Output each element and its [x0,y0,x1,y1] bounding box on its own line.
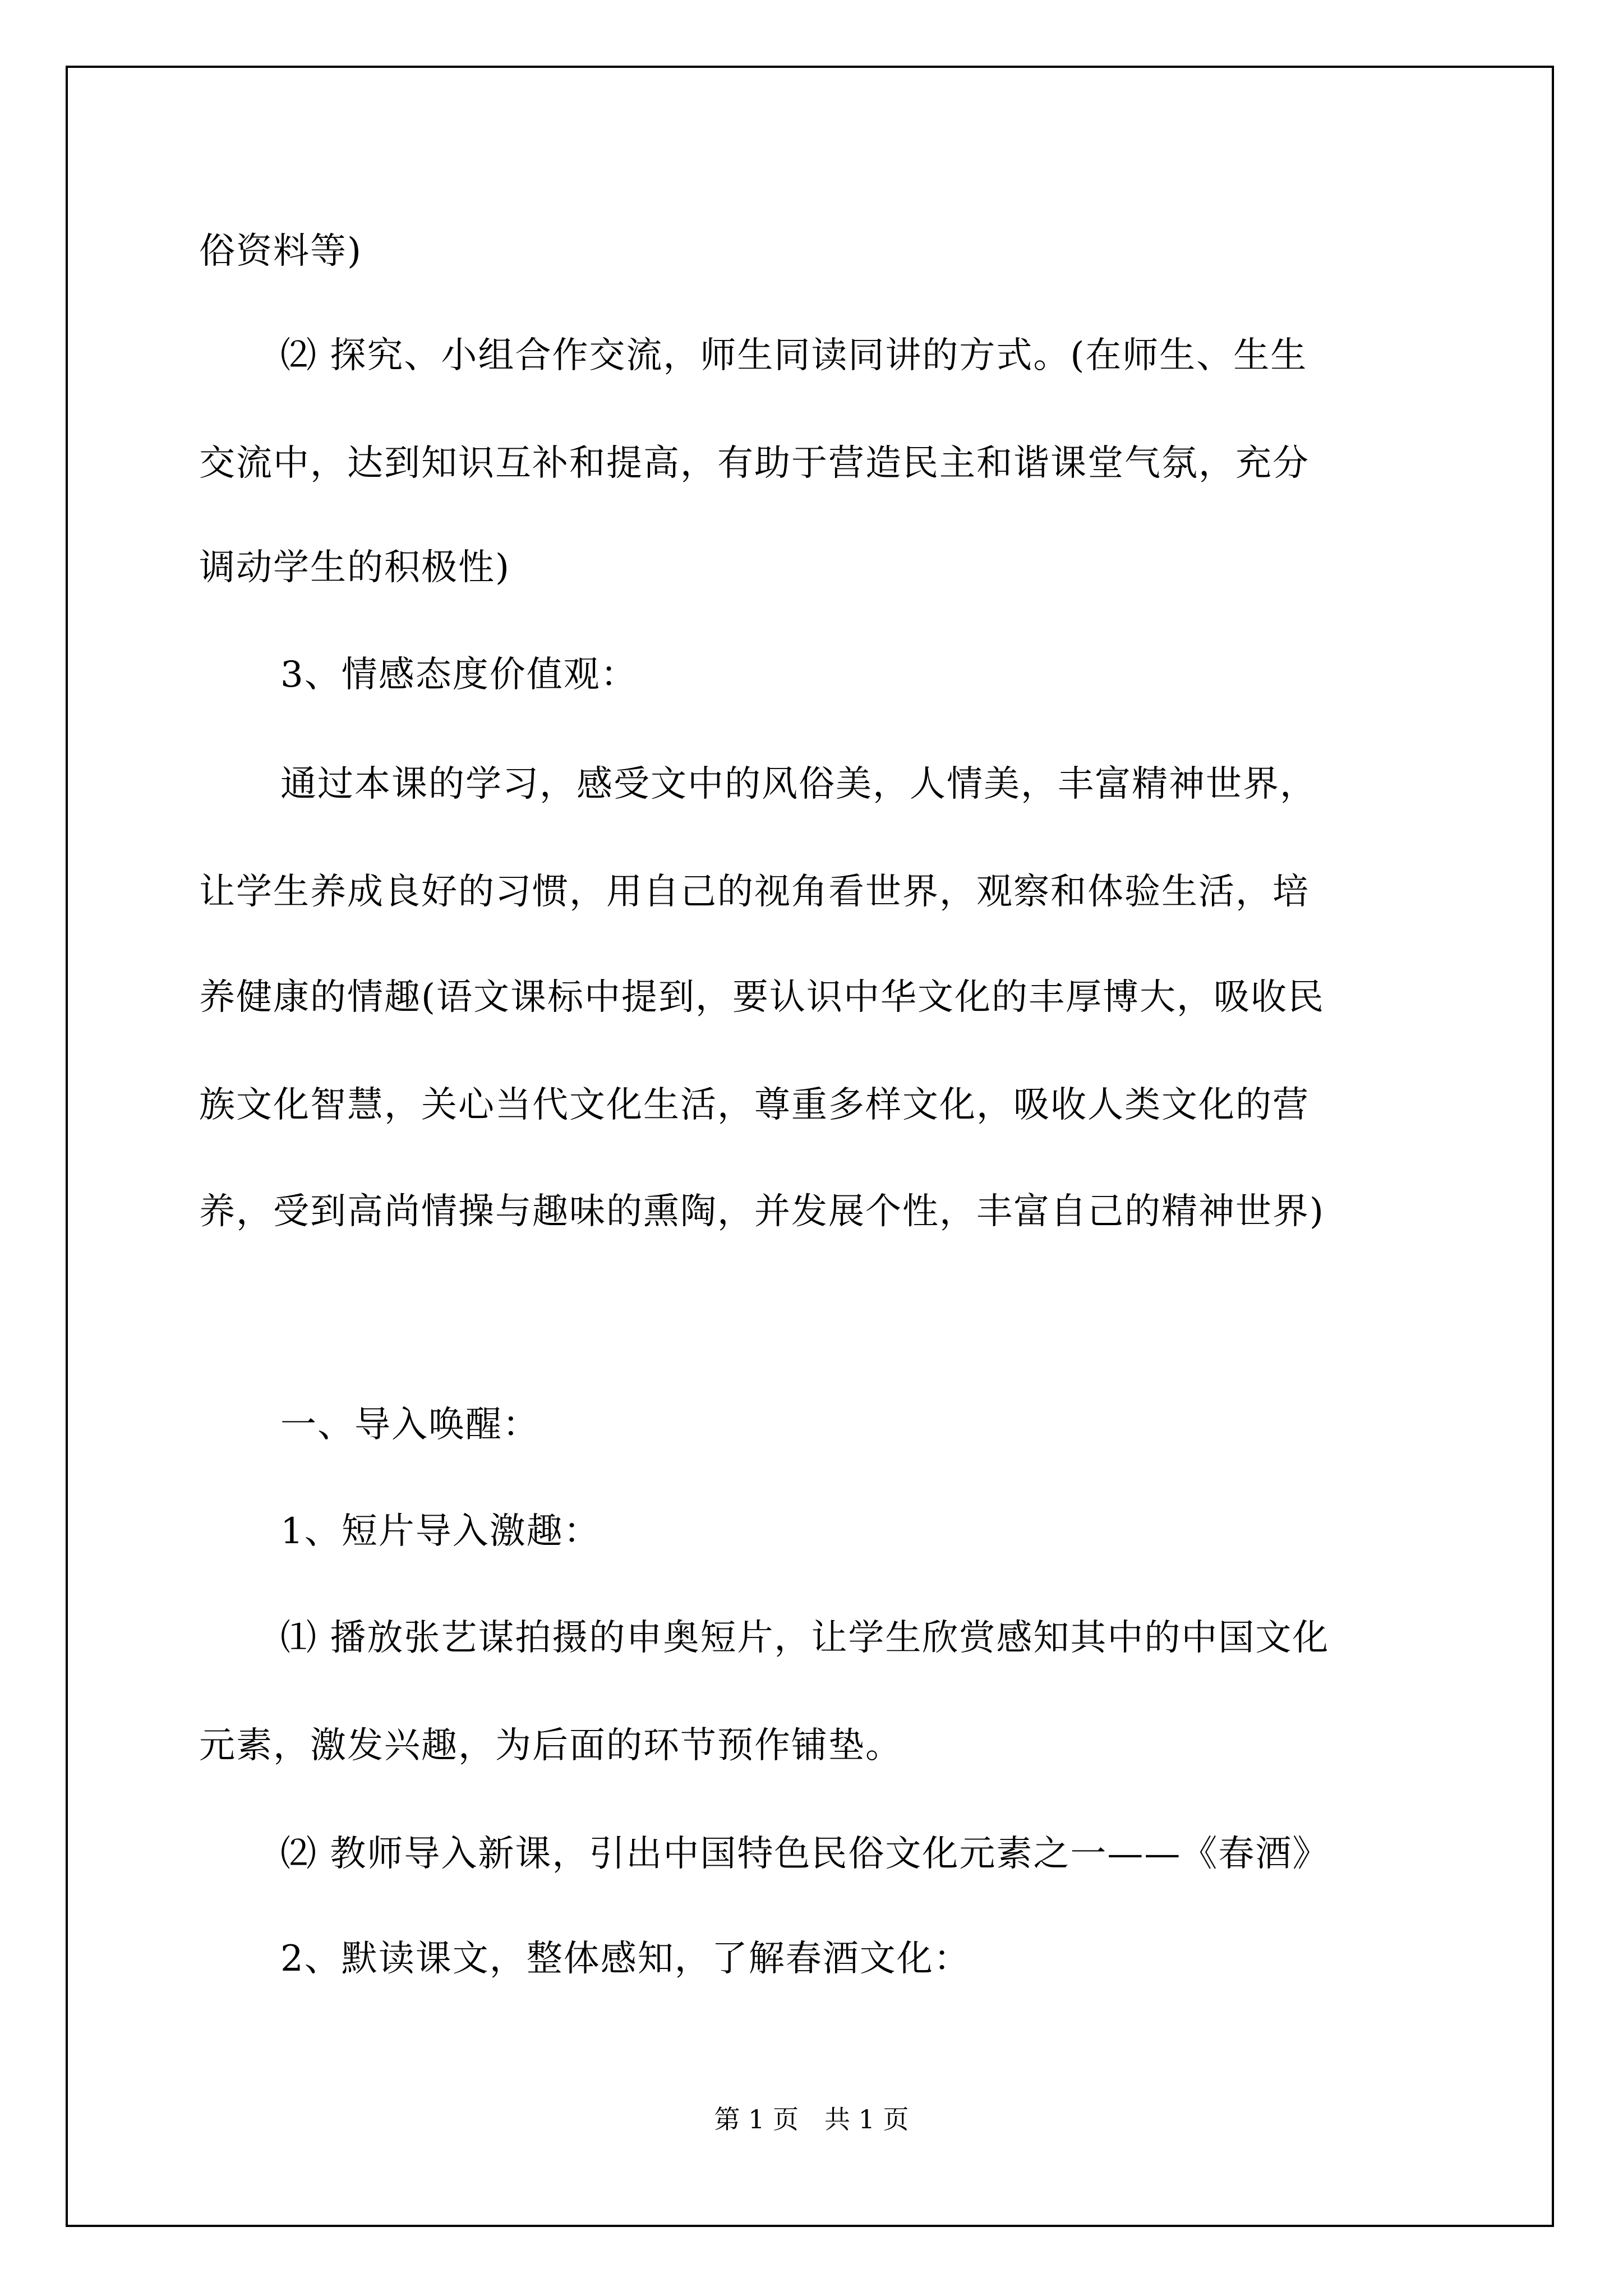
text-line: 养健康的情趣(语文课标中提到，要认识中华文化的丰厚博大，吸收民 [199,977,1325,1018]
text-line: 通过本课的学习，感受文中的风俗美，人情美，丰富精神世界， [280,763,1317,805]
text-line: 交流中，达到知识互补和提高，有助于营造民主和谐课堂气氛，充分 [199,443,1310,484]
text-line: 族文化智慧，关心当代文化生活，尊重多样文化，吸收人类文化的营 [199,1084,1310,1126]
section-heading: 一、导入唤醒： [280,1404,540,1446]
page-footer: 第 1 页 共 1 页 [714,2104,909,2134]
page-border [66,66,1554,2227]
text-line: 俗资料等) [199,231,362,272]
text-line: 调动学生的积极性) [199,547,510,588]
text-line: 3、情感态度价值观： [280,654,638,696]
text-line: 让学生养成良好的习惯，用自己的视角看世界，观察和体验生活，培 [199,871,1310,913]
text-line: ⑵ 教师导入新课，引出中国特色民俗文化元素之一——《春酒》 [280,1833,1330,1875]
text-line: 1、短片导入激趣： [280,1511,601,1552]
text-line: ⑵ 探究、小组合作交流，师生同读同讲的方式。(在师生、生生 [280,335,1308,376]
text-line: 元素，激发兴趣，为后面的环节预作铺垫。 [199,1725,902,1766]
text-line: 养，受到高尚情操与趣味的熏陶，并发展个性，丰富自己的精神世界) [199,1191,1325,1232]
text-line: ⑴ 播放张艺谋拍摄的申奥短片，让学生欣赏感知其中的中国文化 [280,1617,1330,1659]
text-line: 2、默读课文，整体感知，了解春酒文化： [280,1938,971,1980]
